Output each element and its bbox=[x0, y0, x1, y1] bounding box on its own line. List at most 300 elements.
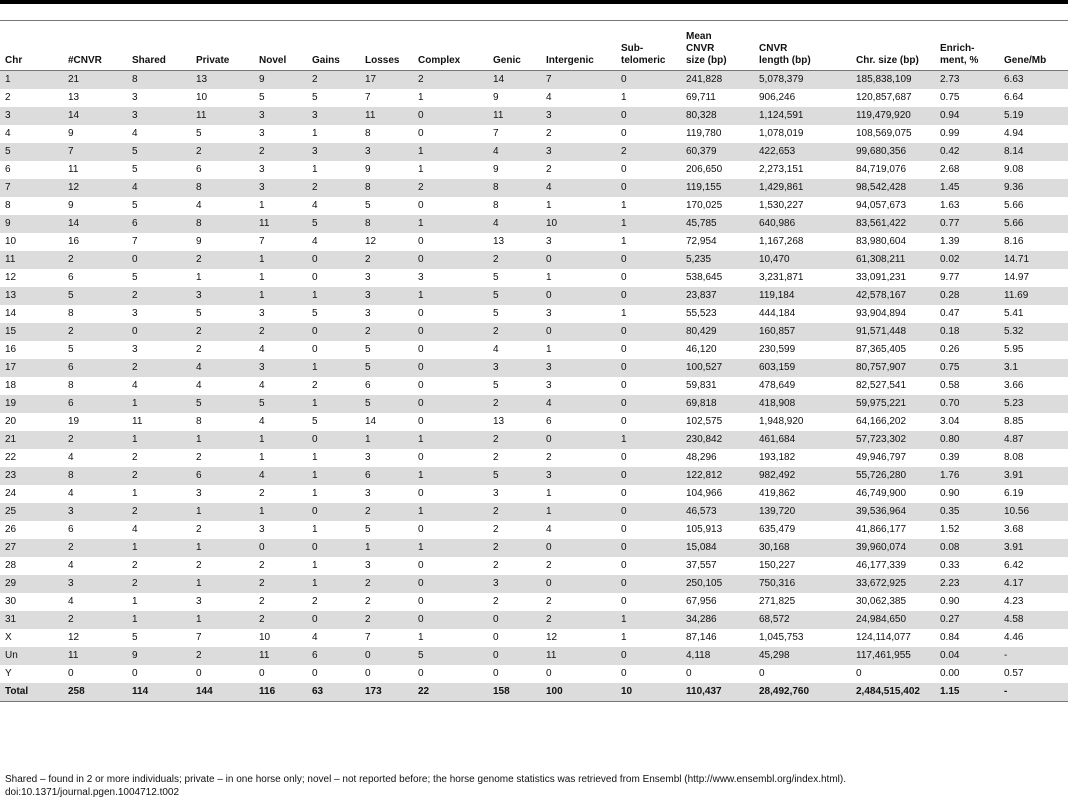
table-cell: 69,818 bbox=[686, 398, 717, 409]
table-cell: 2 bbox=[546, 560, 552, 571]
table-cell: 0 bbox=[621, 128, 627, 139]
table-cell: 30 bbox=[5, 596, 17, 607]
table-cell: 0.90 bbox=[940, 488, 960, 499]
table-cell: 640,986 bbox=[759, 218, 796, 229]
table-cell: 1,167,268 bbox=[759, 236, 804, 247]
table-cell: 10 bbox=[546, 218, 558, 229]
table-cell: 1 bbox=[418, 218, 424, 229]
table-cell: 0.28 bbox=[940, 290, 960, 301]
table-cell: 2 bbox=[259, 488, 265, 499]
table-cell: 2 bbox=[68, 434, 74, 445]
table-cell: 5 bbox=[132, 146, 138, 157]
total-cell: 28,492,760 bbox=[759, 686, 810, 697]
table-cell: 6.19 bbox=[1004, 488, 1024, 499]
table-cell: 2 bbox=[621, 146, 627, 157]
table-cell: 19 bbox=[5, 398, 17, 409]
top-rule bbox=[0, 0, 1068, 4]
table-cell: 3.91 bbox=[1004, 542, 1024, 553]
table-cell: 7 bbox=[493, 128, 499, 139]
table-cell: 0.18 bbox=[940, 326, 960, 337]
table-cell: 6.42 bbox=[1004, 560, 1024, 571]
table-row bbox=[0, 593, 1068, 611]
table-cell: 0 bbox=[621, 362, 627, 373]
column-header: Intergenic bbox=[546, 55, 594, 66]
table-cell: 0.77 bbox=[940, 218, 960, 229]
table-cell: 5.19 bbox=[1004, 110, 1024, 121]
table-cell: 4 bbox=[196, 200, 202, 211]
table-cell: 2 bbox=[196, 524, 202, 535]
table-cell: 2 bbox=[196, 560, 202, 571]
table-cell: 4 bbox=[259, 470, 265, 481]
table-cell: 30,168 bbox=[759, 542, 790, 553]
table-cell: 9 bbox=[5, 218, 11, 229]
table-cell: 64,166,202 bbox=[856, 416, 907, 427]
total-row bbox=[0, 683, 1068, 702]
total-cell: 22 bbox=[418, 686, 430, 697]
table-cell: 0 bbox=[621, 488, 627, 499]
table-cell: 0.00 bbox=[940, 668, 960, 679]
table-cell: 0 bbox=[621, 578, 627, 589]
table-cell: 0 bbox=[546, 542, 552, 553]
table-cell: 0 bbox=[621, 326, 627, 337]
table-body bbox=[0, 71, 1068, 702]
table-cell: 0 bbox=[621, 416, 627, 427]
table-cell: 1 bbox=[312, 128, 318, 139]
table-cell: 0 bbox=[621, 254, 627, 265]
table-cell: 1 bbox=[621, 614, 627, 625]
table-cell: 1 bbox=[546, 488, 552, 499]
table-cell: 2.23 bbox=[940, 578, 960, 589]
table-cell: 0 bbox=[621, 344, 627, 355]
table-cell: 1 bbox=[546, 200, 552, 211]
table-cell: 7 bbox=[68, 146, 74, 157]
table-cell: 418,908 bbox=[759, 398, 796, 409]
table-cell: 0 bbox=[621, 398, 627, 409]
table-cell: 5 bbox=[312, 308, 318, 319]
table-cell: 2.68 bbox=[940, 164, 960, 175]
table-cell: 0 bbox=[312, 506, 318, 517]
table-cell: 2 bbox=[365, 596, 371, 607]
table-cell: 1,078,019 bbox=[759, 128, 804, 139]
table-cell: 16 bbox=[68, 236, 80, 247]
table-cell: 250,105 bbox=[686, 578, 723, 589]
table-cell: 5 bbox=[132, 164, 138, 175]
table-cell: 0 bbox=[418, 488, 424, 499]
table-cell: 2 bbox=[259, 614, 265, 625]
table-cell: 1 bbox=[418, 146, 424, 157]
table-cell: 4 bbox=[132, 182, 138, 193]
table-cell: 1 bbox=[621, 200, 627, 211]
table-cell: 11 bbox=[196, 110, 207, 121]
table-cell: 5 bbox=[259, 398, 265, 409]
table-cell: 19 bbox=[68, 416, 80, 427]
table-cell: 603,159 bbox=[759, 362, 796, 373]
table-cell: 119,155 bbox=[686, 182, 722, 193]
table-cell: 0 bbox=[312, 668, 318, 679]
cnvr-table bbox=[0, 20, 1068, 702]
table-cell: 8 bbox=[68, 380, 74, 391]
table-cell: 22 bbox=[5, 452, 17, 463]
table-cell: 9.77 bbox=[940, 272, 960, 283]
table-cell: 0 bbox=[418, 416, 424, 427]
table-cell: 2 bbox=[493, 596, 499, 607]
table-cell: 1 bbox=[132, 398, 138, 409]
table-cell: 8 bbox=[68, 308, 74, 319]
table-row bbox=[0, 449, 1068, 467]
table-cell: 3 bbox=[132, 92, 138, 103]
table-cell: 3.1 bbox=[1004, 362, 1018, 373]
table-cell: 12 bbox=[546, 632, 558, 643]
table-cell: 2 bbox=[259, 578, 265, 589]
table-row bbox=[0, 359, 1068, 377]
table-cell: 0 bbox=[418, 236, 424, 247]
table-cell: 5 bbox=[493, 380, 499, 391]
table-cell: 3 bbox=[493, 488, 499, 499]
table-cell: 0.58 bbox=[940, 380, 960, 391]
table-cell: 3 bbox=[365, 488, 371, 499]
table-cell: 5 bbox=[365, 344, 371, 355]
table-cell: 4 bbox=[493, 344, 499, 355]
table-cell: 9.08 bbox=[1004, 164, 1024, 175]
table-row bbox=[0, 233, 1068, 251]
table-cell: 1 bbox=[259, 200, 265, 211]
table-cell: 9 bbox=[493, 164, 499, 175]
table-cell: 16 bbox=[5, 344, 17, 355]
table-cell: 0 bbox=[546, 326, 552, 337]
table-cell: 3.68 bbox=[1004, 524, 1024, 535]
table-cell: - bbox=[1004, 650, 1008, 661]
table-cell: 1 bbox=[546, 272, 552, 283]
table-cell: 8.08 bbox=[1004, 452, 1024, 463]
table-cell: 4 bbox=[493, 218, 499, 229]
table-cell: 0.75 bbox=[940, 92, 960, 103]
table-cell: 8 bbox=[365, 182, 371, 193]
table-cell: 11 bbox=[68, 164, 79, 175]
table-cell: 3 bbox=[365, 290, 371, 301]
table-cell: 538,645 bbox=[686, 272, 723, 283]
table-cell: 0 bbox=[621, 290, 627, 301]
table-cell: 46,177,339 bbox=[856, 560, 907, 571]
table-cell: 8 bbox=[68, 470, 74, 481]
table-cell: 0.47 bbox=[940, 308, 960, 319]
table-cell: 8.16 bbox=[1004, 236, 1024, 247]
table-cell: X bbox=[5, 632, 12, 643]
table-cell: 3 bbox=[365, 308, 371, 319]
table-cell: 5 bbox=[312, 218, 318, 229]
table-cell: 5 bbox=[418, 650, 424, 661]
table-cell: 3 bbox=[365, 272, 371, 283]
table-cell: 1 bbox=[312, 362, 318, 373]
table-cell: 0 bbox=[418, 578, 424, 589]
table-cell: 0 bbox=[418, 200, 424, 211]
table-cell: 0 bbox=[621, 182, 627, 193]
table-cell: 4 bbox=[312, 200, 318, 211]
table-cell: 1 bbox=[312, 488, 318, 499]
table-cell: 0 bbox=[621, 596, 627, 607]
table-row bbox=[0, 539, 1068, 557]
table-cell: 28 bbox=[5, 560, 17, 571]
table-cell: 6 bbox=[132, 218, 138, 229]
table-cell: 0 bbox=[418, 344, 424, 355]
table-cell: 7 bbox=[132, 236, 138, 247]
table-cell: 10 bbox=[196, 92, 208, 103]
table-cell: 2 bbox=[365, 614, 371, 625]
table-cell: 80,429 bbox=[686, 326, 717, 337]
total-cell: 144 bbox=[196, 686, 213, 697]
column-header: Private bbox=[196, 55, 230, 66]
table-cell: 68,572 bbox=[759, 614, 790, 625]
table-cell: 1 bbox=[196, 542, 202, 553]
table-cell: 48,296 bbox=[686, 452, 717, 463]
table-cell: 2 bbox=[196, 650, 202, 661]
table-cell: 2,273,151 bbox=[759, 164, 804, 175]
table-cell: 2 bbox=[493, 398, 499, 409]
table-cell: 3 bbox=[259, 308, 265, 319]
table-cell: 1 bbox=[196, 578, 202, 589]
table-cell: 3 bbox=[418, 272, 424, 283]
table-cell: 2 bbox=[132, 290, 138, 301]
table-cell: 0 bbox=[418, 308, 424, 319]
table-cell: 2 bbox=[546, 164, 552, 175]
table-cell: 69,711 bbox=[686, 92, 716, 103]
table-cell: 1 bbox=[418, 470, 424, 481]
table-cell: 0.75 bbox=[940, 362, 960, 373]
table-cell: 4 bbox=[132, 128, 138, 139]
table-cell: 5 bbox=[312, 92, 318, 103]
table-cell: 119,780 bbox=[686, 128, 722, 139]
table-cell: 12 bbox=[68, 632, 80, 643]
table-cell: 117,461,955 bbox=[856, 650, 911, 661]
table-cell: 0 bbox=[418, 668, 424, 679]
table-cell: 1 bbox=[259, 434, 265, 445]
table-cell: 3.04 bbox=[940, 416, 960, 427]
column-header: Genic bbox=[493, 55, 521, 66]
table-cell: 120,857,687 bbox=[856, 92, 912, 103]
table-cell: 4 bbox=[68, 560, 74, 571]
table-cell: 1 bbox=[546, 506, 552, 517]
table-cell: 8 bbox=[365, 218, 371, 229]
table-cell: 3 bbox=[132, 308, 138, 319]
table-cell: 3 bbox=[132, 344, 138, 355]
table-cell: 2 bbox=[68, 614, 74, 625]
table-cell: 8.14 bbox=[1004, 146, 1024, 157]
table-cell: 1.52 bbox=[940, 524, 960, 535]
table-cell: 8 bbox=[132, 74, 138, 85]
table-cell: 6 bbox=[365, 470, 371, 481]
table-cell: 45,298 bbox=[759, 650, 790, 661]
table-cell: 3 bbox=[493, 578, 499, 589]
table-cell: 6 bbox=[365, 380, 371, 391]
table-cell: 1 bbox=[621, 632, 627, 643]
table-cell: 7 bbox=[196, 632, 202, 643]
table-cell: 11 bbox=[68, 650, 79, 661]
table-cell: 98,542,428 bbox=[856, 182, 907, 193]
column-header: Sub- telomeric bbox=[621, 43, 666, 66]
table-row bbox=[0, 629, 1068, 647]
table-cell: 4 bbox=[546, 524, 552, 535]
table-cell: 4 bbox=[546, 398, 552, 409]
table-cell: 0 bbox=[621, 380, 627, 391]
table-cell: 1 bbox=[259, 272, 265, 283]
table-cell: 5 bbox=[196, 308, 202, 319]
table-cell: 0 bbox=[621, 524, 627, 535]
table-cell: 3 bbox=[493, 362, 499, 373]
table-cell: 9 bbox=[68, 200, 74, 211]
table-cell: 3 bbox=[365, 560, 371, 571]
table-cell: 11 bbox=[259, 218, 270, 229]
table-cell: 9 bbox=[259, 74, 265, 85]
table-row bbox=[0, 107, 1068, 125]
table-cell: 1 bbox=[621, 92, 627, 103]
table-cell: 0 bbox=[259, 668, 265, 679]
table-cell: 0 bbox=[418, 596, 424, 607]
table-cell: 41,866,177 bbox=[856, 524, 907, 535]
table-cell: 72,954 bbox=[686, 236, 717, 247]
table-cell: 2 bbox=[493, 542, 499, 553]
table-cell: 1 bbox=[418, 542, 424, 553]
table-cell: 61,308,211 bbox=[856, 254, 906, 265]
table-cell: 4 bbox=[312, 236, 318, 247]
table-cell: 9 bbox=[493, 92, 499, 103]
table-cell: 0 bbox=[312, 254, 318, 265]
table-cell: 0 bbox=[621, 164, 627, 175]
header-row bbox=[0, 21, 1068, 71]
table-cell: 170,025 bbox=[686, 200, 723, 211]
table-cell: 0 bbox=[418, 254, 424, 265]
table-cell: 2 bbox=[365, 254, 371, 265]
table-cell: 3 bbox=[196, 596, 202, 607]
table-cell: 2 bbox=[312, 182, 318, 193]
table-row bbox=[0, 521, 1068, 539]
table-cell: 3 bbox=[546, 470, 552, 481]
table-cell: 9.36 bbox=[1004, 182, 1024, 193]
table-cell: 4.87 bbox=[1004, 434, 1024, 445]
table-row bbox=[0, 287, 1068, 305]
table-cell: 2 bbox=[312, 596, 318, 607]
table-cell: 119,479,920 bbox=[856, 110, 911, 121]
table-cell: 193,182 bbox=[759, 452, 796, 463]
table-cell: 0 bbox=[132, 326, 138, 337]
table-cell: 0 bbox=[132, 254, 138, 265]
table-cell: 241,828 bbox=[686, 74, 723, 85]
table-cell: 0 bbox=[621, 560, 627, 571]
table-cell: 2 bbox=[132, 452, 138, 463]
table-cell: 3,231,871 bbox=[759, 272, 804, 283]
table-cell: 1 bbox=[418, 164, 424, 175]
table-cell: 2 bbox=[196, 146, 202, 157]
table-cell: 0.02 bbox=[940, 254, 960, 265]
table-cell: 2 bbox=[546, 614, 552, 625]
table-cell: 0.33 bbox=[940, 560, 960, 571]
table-cell: 6 bbox=[196, 470, 202, 481]
table-cell: 6 bbox=[68, 272, 74, 283]
table-cell: 45,785 bbox=[686, 218, 717, 229]
table-cell: 2 bbox=[132, 470, 138, 481]
total-cell: 1.15 bbox=[940, 686, 960, 697]
table-cell: 14 bbox=[5, 308, 17, 319]
table-cell: 7 bbox=[546, 74, 552, 85]
table-cell: 0 bbox=[312, 614, 318, 625]
table-cell: 0 bbox=[621, 470, 627, 481]
table-cell: 12 bbox=[365, 236, 377, 247]
table-cell: 2 bbox=[259, 326, 265, 337]
table-cell: 2 bbox=[259, 560, 265, 571]
table-cell: 10.56 bbox=[1004, 506, 1030, 517]
table-cell: 2 bbox=[196, 254, 202, 265]
table-cell: Un bbox=[5, 650, 18, 661]
table-cell: 7 bbox=[5, 182, 11, 193]
table-cell: 5 bbox=[493, 308, 499, 319]
table-cell: 2 bbox=[132, 560, 138, 571]
table-cell: 3 bbox=[546, 110, 552, 121]
table-cell: 206,650 bbox=[686, 164, 723, 175]
table-cell: 2 bbox=[196, 344, 202, 355]
table-cell: 5 bbox=[365, 398, 371, 409]
table-cell: 11 bbox=[259, 650, 270, 661]
table-cell: 1 bbox=[196, 434, 202, 445]
table-row bbox=[0, 341, 1068, 359]
table-cell: 104,966 bbox=[686, 488, 723, 499]
table-cell: 2 bbox=[68, 542, 74, 553]
table-cell: 13 bbox=[493, 236, 505, 247]
table-cell: 0 bbox=[621, 452, 627, 463]
table-cell: 0 bbox=[418, 398, 424, 409]
table-cell: 124,114,077 bbox=[856, 632, 911, 643]
total-cell: 114 bbox=[132, 686, 149, 697]
table-cell: 0 bbox=[418, 326, 424, 337]
table-cell: 2 bbox=[546, 596, 552, 607]
total-cell: 63 bbox=[312, 686, 324, 697]
table-cell: 230,599 bbox=[759, 344, 796, 355]
table-cell: 2 bbox=[493, 434, 499, 445]
table-cell: 4 bbox=[132, 380, 138, 391]
table-cell: 8 bbox=[196, 218, 202, 229]
table-cell: 9 bbox=[196, 236, 202, 247]
table-cell: 635,479 bbox=[759, 524, 796, 535]
table-cell: 1 bbox=[259, 290, 265, 301]
table-cell: 0 bbox=[493, 668, 499, 679]
table-cell: 0 bbox=[493, 650, 499, 661]
table-cell: 5 bbox=[493, 290, 499, 301]
table-cell: 14 bbox=[68, 110, 80, 121]
table-cell: 24,984,650 bbox=[856, 614, 907, 625]
table-cell: 2 bbox=[196, 452, 202, 463]
table-cell: 1 bbox=[621, 236, 627, 247]
table-cell: 46,120 bbox=[686, 344, 717, 355]
table-cell: 1 bbox=[312, 560, 318, 571]
table-cell: 14.97 bbox=[1004, 272, 1030, 283]
table-cell: 461,684 bbox=[759, 434, 796, 445]
column-header: Mean CNVR size (bp) bbox=[686, 31, 727, 66]
column-header: Shared bbox=[132, 55, 166, 66]
table-row bbox=[0, 395, 1068, 413]
table-cell: 0 bbox=[312, 272, 318, 283]
table-cell: 2 bbox=[132, 506, 138, 517]
table-cell: 87,365,405 bbox=[856, 344, 907, 355]
table-cell: 0 bbox=[546, 668, 552, 679]
table-row bbox=[0, 647, 1068, 665]
column-header: #CNVR bbox=[68, 55, 102, 66]
table-cell: 2 bbox=[132, 362, 138, 373]
table-cell: 17 bbox=[365, 74, 377, 85]
table-cell: 46,573 bbox=[686, 506, 717, 517]
table-cell: 2 bbox=[493, 524, 499, 535]
table-row bbox=[0, 251, 1068, 269]
table-cell: 0.39 bbox=[940, 452, 960, 463]
table-row bbox=[0, 197, 1068, 215]
table-cell: 3 bbox=[259, 164, 265, 175]
table-cell: 419,862 bbox=[759, 488, 796, 499]
